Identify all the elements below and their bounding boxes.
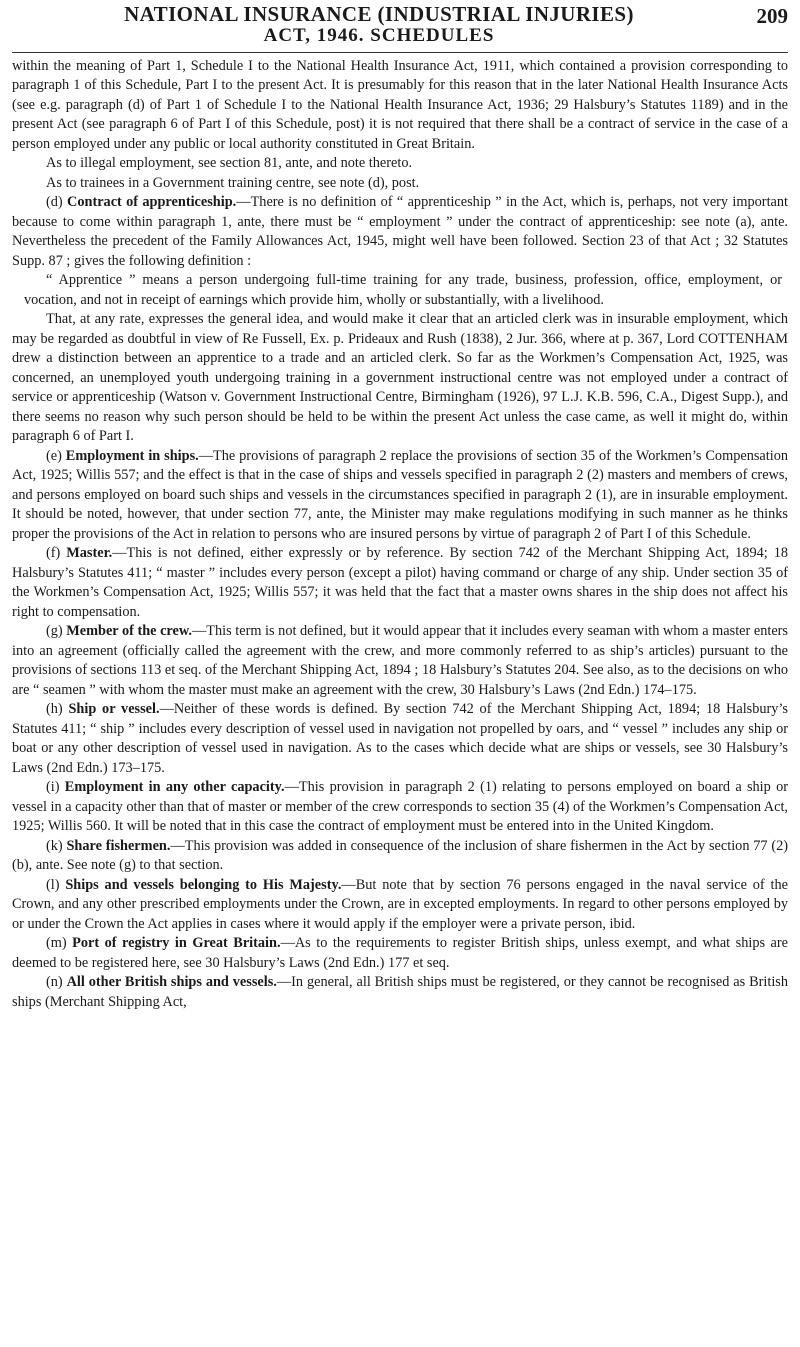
note-heading: Ship or vessel. bbox=[68, 701, 160, 718]
note-n bbox=[12, 973, 788, 1012]
note-label: (l) bbox=[46, 876, 60, 893]
note-e bbox=[12, 447, 788, 545]
paragraph-text: As to trainees in a Government training centre, see note (d), post. bbox=[46, 174, 420, 191]
note-text: —In general, all British ships must be registered, or they cannot be recognised as British ships (Merchant Shipping Act, bbox=[12, 974, 789, 1010]
note-heading: Port of registry in Great Britain. bbox=[72, 935, 281, 952]
note-heading: Employment in ships. bbox=[65, 447, 199, 464]
note-g bbox=[12, 622, 788, 700]
note-k bbox=[12, 837, 788, 876]
page-number: 209 bbox=[756, 4, 788, 28]
note-label: (g) bbox=[46, 623, 63, 640]
note-label: (k) bbox=[46, 837, 63, 854]
paragraph bbox=[12, 310, 788, 447]
note-label: (m) bbox=[46, 935, 67, 952]
paragraph-text: As to illegal employment, see section 81, ante, and note thereto. bbox=[46, 155, 413, 172]
note-text: —This is not defined, either expressly or by reference. By section 742 of the Merchant Shipping Act, 1894; 18 Halsbury’s Statutes 411; “ master ” includes every person (except a pilot) having command or charge of any ship. Under section 35 of the Workmen’s Compensation Act, 1925; Willis 557; it was held that the fact that a master owns shares in the ship does not affect his right to compensation. bbox=[12, 545, 788, 620]
body-text bbox=[12, 57, 788, 1013]
note-heading: Contract of apprenticeship. bbox=[67, 194, 237, 211]
note-heading: Master. bbox=[66, 545, 113, 562]
note-text: —This term is not defined, but it would appear that it includes every seaman with whom a master enters into an agreement (officially called the agreement with the crew, and more commonly referred to as ship’s articles) pursuant to the provisions of sections 113 et seq. of the Merchant Shipping Act, 1894 ; 18 Halsbury’s Statutes 204. See also, as to the decisions on who are “ seamen ” with whom the master must make an agreement with the crew, 30 Halsbury’s Laws (2nd Edn.) 174–175. bbox=[12, 623, 788, 698]
note-heading: Share fishermen. bbox=[66, 837, 171, 854]
running-head-title: NATIONAL INSURANCE (INDUSTRIAL INJURIES) bbox=[124, 2, 634, 26]
note-f bbox=[12, 544, 788, 622]
note-label: (f) bbox=[46, 545, 61, 562]
note-text: —This provision in paragraph 2 (1) relating to persons employed on board a ship or vessel in a capacity other than that of master or member of the crew corresponds to section 35 (4) of the Workmen’s Compensation Act, 1925; Willis 560. It will be noted that in this case the contract of employment must be entered into in the United Kingdom. bbox=[12, 779, 788, 835]
note-heading: Member of the crew. bbox=[66, 623, 192, 640]
quoted-definition bbox=[24, 271, 782, 310]
note-label: (h) bbox=[46, 701, 63, 718]
note-l bbox=[12, 876, 788, 935]
running-head-subtitle: ACT, 1946. SCHEDULES bbox=[263, 24, 495, 46]
note-text: —This provision was added in consequence of the inclusion of share fishermen in the Act by section 77 (2) (b), ante. See note (g) to that section. bbox=[12, 837, 789, 874]
note-label: (n) bbox=[46, 974, 63, 991]
note-label: (e) bbox=[46, 447, 62, 464]
note-label: (i) bbox=[46, 779, 60, 796]
paragraph bbox=[12, 174, 788, 194]
header-rule bbox=[12, 52, 788, 53]
note-heading: All other British ships and vessels. bbox=[66, 974, 277, 991]
note-m bbox=[12, 934, 788, 973]
running-head bbox=[12, 4, 746, 46]
note-heading: Employment in any other capacity. bbox=[64, 779, 285, 796]
page-header bbox=[12, 4, 788, 46]
note-h bbox=[12, 700, 788, 778]
note-label: (d) bbox=[46, 194, 63, 211]
note-text: —Neither of these words is defined. By section 742 of the Merchant Shipping Act, 1894; 18 Halsbury’s Statutes 411; “ ship ” includes every description of vessel used in navigation not propelled by oars, and “ vessel ” includes any ship or boat or any other description of vessel used in navigation. As to the cases which decide what are ships or vessels, see 30 Halsbury’s Laws (2nd Edn.) 173–175. bbox=[12, 701, 788, 776]
definition-text: “ Apprentice ” means a person undergoing full-time training for any trade, business, profession, office, employment, or vocation, and not in receipt of earnings which provide him, wholly or substantially, with a livelihood. bbox=[24, 272, 782, 308]
paragraph-text: That, at any rate, expresses the general idea, and would make it clear that an articled clerk was in insurable employment, which may be regarded as doubtful in view of Re Fussell, Ex. p. Prideaux and Rush (1838), 2 Jur. 366, where at p. 367, Lord COTTENHAM drew a distinction between an apprentice to a trade and an articled clerk. So far as the Workmen’s Compensation Act, 1925, was concerned, an unemployed youth undergoing training in a government instructional centre was not employed under a contract of service or apprenticeship (Watson v. Government Instructional Centre, Birmingham (1926), 97 L.J. K.B. 596, C.A., Digest Supp.), and there seems no reason why such person should be held to be within the present Act unless the case came, as well it might do, within paragraph 6 of Part I. bbox=[12, 311, 788, 445]
note-heading: Ships and vessels belonging to His Majesty. bbox=[65, 876, 342, 893]
paragraph bbox=[12, 57, 788, 155]
note-text: —The provisions of paragraph 2 replace the provisions of section 35 of the Workmen’s Compensation Act, 1925; Willis 557; and the effect is that in the case of ships and vessels specified in paragraph 2 (2) masters and members of crews, and persons employed on board such ships and vessels in the circumstances specified in paragraph 2 (1), are in insurable employment. It should be noted, however, that under section 77, ante, the Minister may make regulations modifying in such manner as he thinks proper the provisions of the Act in relation to persons who are insured persons by virtue of paragraph 2 of Part I of this Schedule. bbox=[12, 447, 788, 542]
note-text: —There is no definition of “ apprenticeship ” in the Act, which is, perhaps, not very important because to come within paragraph 1, ante, there must be “ employment ” under the contract of apprenticeship: see note (a), ante. Nevertheless the precedent of the Family Allowances Act, 1945, might well have been followed. Section 23 of that Act ; 32 Statutes Supp. 87 ; gives the following definition : bbox=[12, 194, 789, 269]
paragraph-text: within the meaning of Part 1, Schedule I to the National Health Insurance Act, 1911, which contained a provision corresponding to paragraph 1 of this Schedule, Part I to the present Act. It is presumably for this reason that in the later National Health Insurance Acts (see e.g. paragraph (d) of Part 1 of Schedule I to the National Health Insurance Act, 1936; 29 Halsbury’s Statutes 1189) and in the present Act (see paragraph 6 of Part I of this Schedule, post) it is not required that there shall be a contract of service in the case of a person employed under any public or local authority constituted in Great Britain. bbox=[12, 57, 788, 152]
paragraph bbox=[12, 154, 788, 174]
note-text: —But note that by section 76 persons engaged in the naval service of the Crown, and any other prescribed employments under the Crown, are in excepted employments. In regard to other persons employed by or under the Crown the Act applies in cases where it would apply if the employer were a private person, ibid. bbox=[12, 876, 788, 932]
note-text: —As to the requirements to register British ships, unless exempt, and what ships are deemed to be registered here, see 30 Halsbury’s Laws (2nd Edn.) 177 et seq. bbox=[12, 935, 788, 971]
note-d bbox=[12, 193, 788, 271]
note-i bbox=[12, 778, 788, 837]
